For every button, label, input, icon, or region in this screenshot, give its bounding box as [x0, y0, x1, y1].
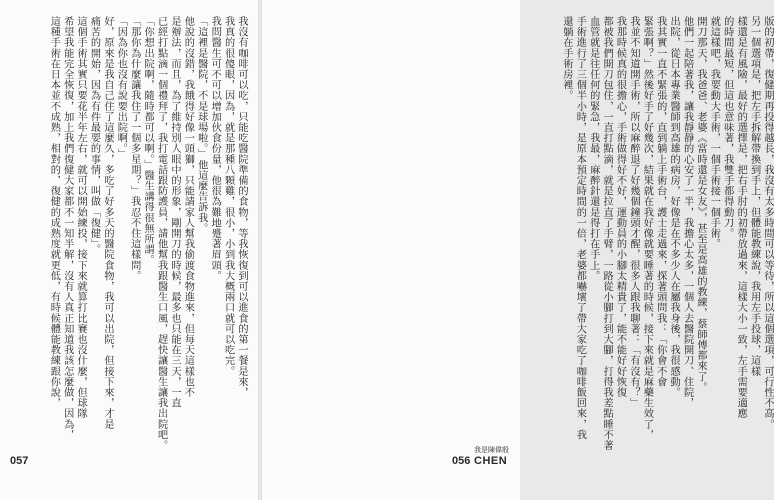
- text-line: 是辦法，而且，為了維持別人眼中的形象，剛開刀的時候，最多也只能在三天，一直: [168, 16, 180, 409]
- left-page-body-text: [14, 16, 248, 451]
- text-line: 「這裡是醫院，不是球場啦。」他這麼告訴我。: [195, 16, 207, 234]
- text-line: 我並不知道開手術，所以麻醉退了好幾個鐘頭才醒，很多人跟我聊著：「有沒有？」: [627, 16, 639, 409]
- text-line: 痛苦的開始，因為有件最要的事情，叫做「復健」。: [88, 16, 100, 255]
- right-page-body-text: [538, 16, 774, 451]
- text-line: 血管就是往任何的緊急，我最，麻醉針還是得打在手上。: [587, 16, 599, 281]
- running-head-logo: CHEN: [474, 455, 508, 467]
- text-line: 「那你為什麼讓我住了一個多星期？」我忍不住這樣問。: [128, 16, 140, 281]
- text-line: 還躺在手術房裡。: [560, 16, 572, 101]
- right-page-number: 056: [452, 455, 471, 467]
- text-line: 另一個選項是，把左手拆解帶換到手上，但體能教練說，我用左手投球，這樣: [748, 16, 760, 377]
- text-line: 我那時候真的很擔心，手術做得好不好，運動員的小腳太精貴了，能不能好好恢復: [614, 16, 626, 398]
- text-line: 我沒有咖啡可以吃，只能吃醫院準備的食物，等我恢復到可以進食的第一餐是來，: [236, 16, 247, 398]
- text-line: 我其實一直不緊張的，直到躺上手術台，護士走過來，探著頭問我：「你會不會: [654, 16, 666, 387]
- text-line: 樣還是有風險，最好的選擇是，把右手肘的初帶放過來，這樣大小一致，左手需要適應: [735, 16, 747, 419]
- running-head-small: 我是陳偉殷: [474, 447, 509, 454]
- text-line: 版的初帶，復健期再投得越長，我沒有太多時間可以等待，所以這個選項，可行性不高。: [762, 16, 773, 430]
- text-line: 「你想出院啊，隨時都可以啊。」醫生講得很無所謂。: [142, 16, 154, 266]
- left-page-number: 057: [10, 455, 29, 467]
- text-line: 出院，從日本專業醫師到高雄的病房，好像是在不多少人在屬我身後，我很感動。: [668, 16, 680, 398]
- right-page: [262, 0, 773, 500]
- text-line: 都被我們開刀包住，一直打點滴，就是拉直了手臂，一路從小腳打到大腳，打得我差點睡不著: [601, 16, 613, 451]
- text-line: 就這樣吧，我要動大手術，一個手術接一個手術。: [708, 16, 720, 250]
- text-line: 手術進行了三個半小時，是原本預定時間的一倍，老婆都嚇壞了帶大家吃了咖啡飯回來，我: [574, 16, 586, 440]
- text-line: 緊張啊？」然後好手了好幾次，結果就在我好像就要睡著的時候，接下來就是麻藥生效了，: [641, 16, 653, 440]
- text-line: 我問醫生可不可以增加伙食份量，他很為難地蹙著眉頭。: [209, 16, 221, 281]
- text-line: 我真的很傻眼，因為，就是那種八顆雞，很小，小到我大概兩口就可以吃完。: [222, 16, 234, 377]
- text-line: 開刀那天，我爸爸、老婆《當時還是女友》，甚至是高雄的教練，蔡師傅都來了。: [694, 16, 706, 393]
- text-line: 他說的沒錯，我餓得好像一頭獅，只能請家人幫我偷渡食物進來，但每天這樣也不: [182, 16, 194, 398]
- text-line: 他們一起陪著我，讓我靜靜的心安了一半，我擔心太多，一個人去醫院開刀、住院，: [681, 16, 693, 409]
- text-line: 好，原來是我自己住了這麼久，多吃了好多天的醫院食物，我可以出院，但接下來，才是: [101, 16, 113, 430]
- running-head: [474, 446, 509, 466]
- text-line: 已經打點滴一個禮拜了，我打電話跟防護員，請他幫我跟醫生口風，趕快讓醫生讓我出院吧。: [155, 16, 167, 451]
- text-line: 這種手術在日本並不成熟，相對的，復健的成熟度就更低，有時候體能教練跟你說，: [48, 16, 60, 409]
- left-page: [0, 0, 258, 500]
- text-line: 這個手術其實只要花半年左右，就可以開始練投，接下來就算打比賽也沒什麼，但球隊: [75, 16, 87, 419]
- text-line: 的時間最短，但這也意味著，我雙手都得動刀。: [721, 16, 733, 239]
- text-line: 「因為你也沒有說要出院啊。」: [115, 16, 127, 160]
- text-line: 希望我能完全恢復，加上我們復健大家都不一知半解，沒有人真正知道我該怎麼做，因為，: [61, 16, 73, 440]
